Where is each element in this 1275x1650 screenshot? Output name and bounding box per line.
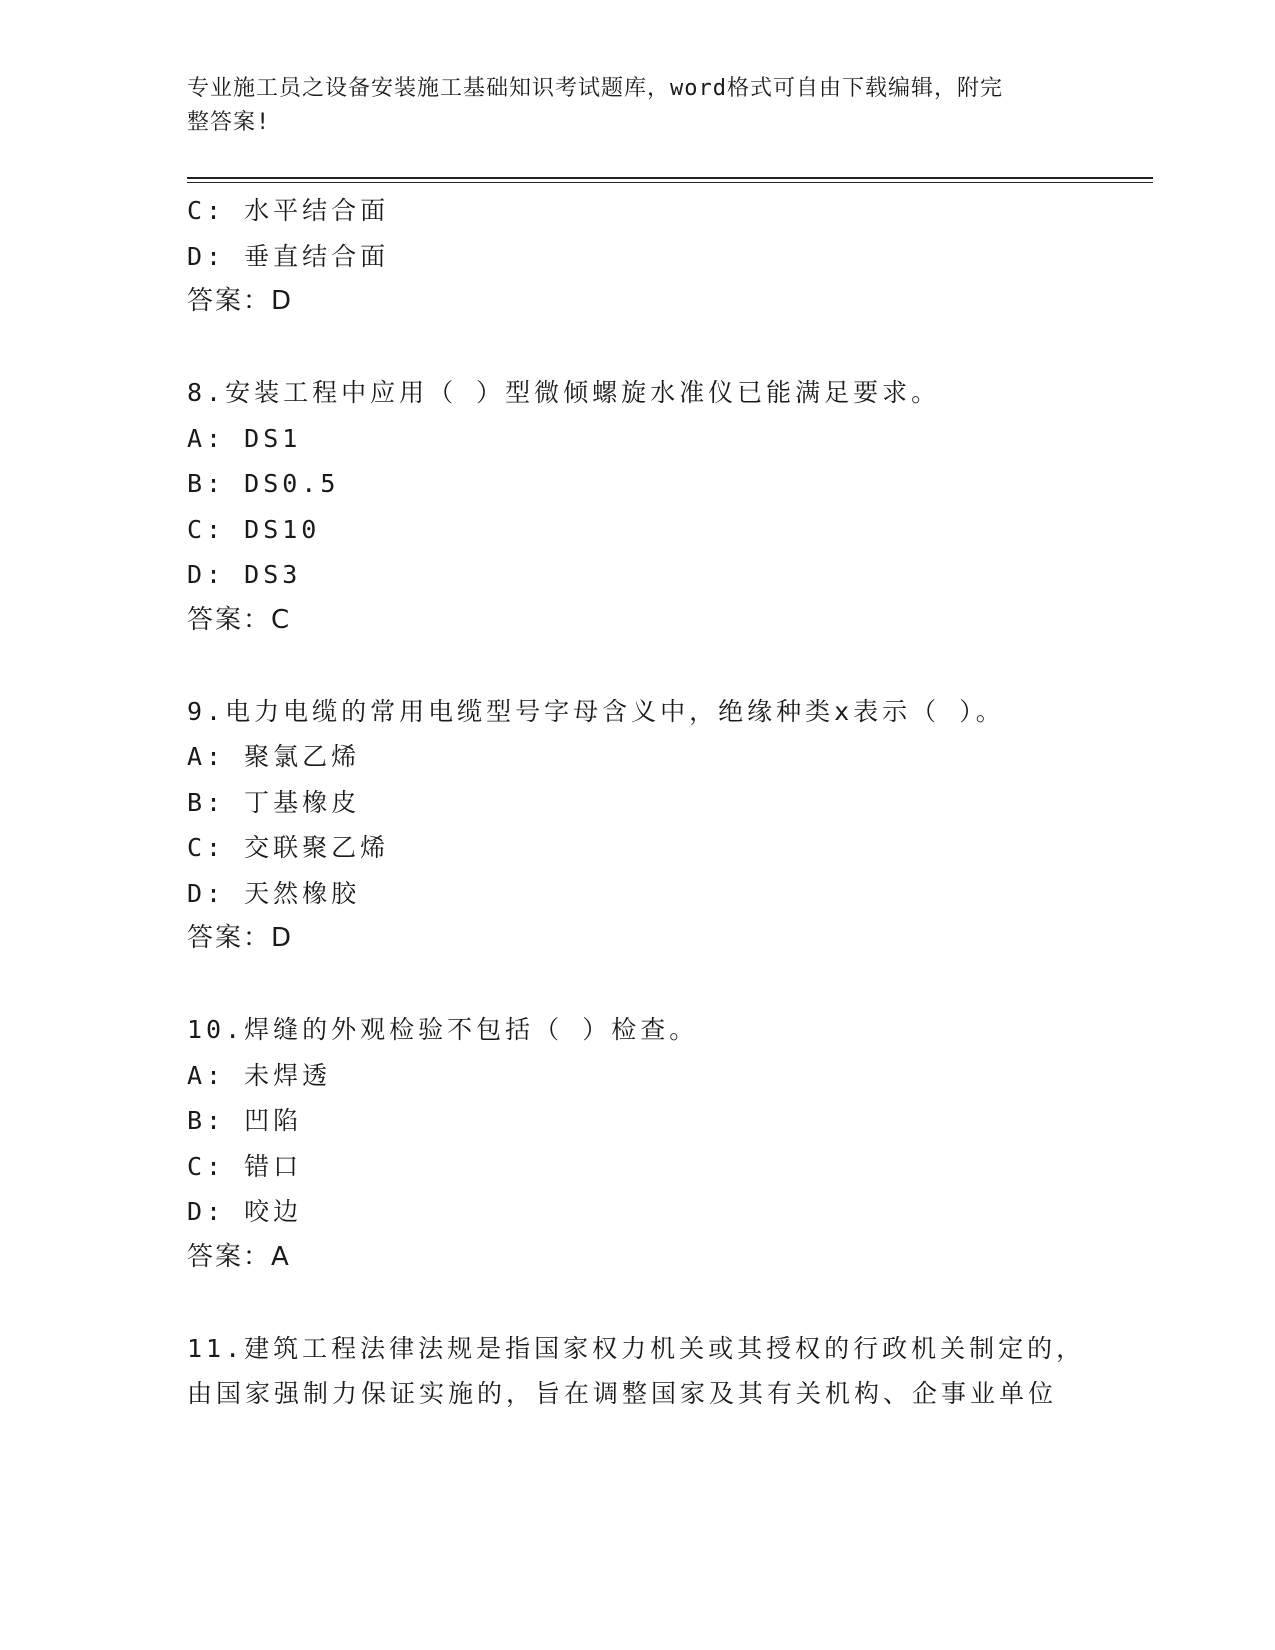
option-c: C: DS10 [187, 514, 321, 544]
header-line-2: 整答案! [187, 110, 271, 135]
option-c: C: 交联聚乙烯 [187, 833, 390, 862]
answer-line: 答案：C [187, 604, 292, 635]
option-d: D: 垂直结合面 [187, 241, 390, 271]
spacer [187, 1280, 1087, 1326]
question-content [187, 188, 1087, 1417]
question-8 [187, 370, 1087, 643]
option-b: B: 凹陷 [187, 1106, 303, 1135]
question-stem-line-1: 11.建筑工程法律法规是指国家权力机关或其授权的行政机关制定的， [187, 1333, 1086, 1363]
spacer [187, 325, 1087, 371]
question-stem-line-2: 由国家强制力保证实施的，旨在调整国家及其有关机构、企事业单位 [187, 1379, 1058, 1408]
option-c: C: 水平结合面 [187, 196, 390, 225]
option-c: C: 错口 [187, 1151, 303, 1181]
document-header [187, 72, 1067, 140]
option-a: A: DS1 [187, 423, 302, 453]
option-a: A: 未焊透 [187, 1060, 332, 1090]
header-line-1: 专业施工员之设备安装施工基础知识考试题库，word格式可自由下载编辑，附完 [187, 76, 1003, 101]
question-stem: 10.焊缝的外观检验不包括（ ）检查。 [187, 1015, 699, 1044]
spacer [187, 643, 1087, 689]
option-d: D: 天然橡胶 [187, 878, 361, 908]
spacer [187, 962, 1087, 1008]
question-11 [187, 1326, 1087, 1417]
question-stem: 9.电力电缆的常用电缆型号字母含义中，绝缘种类x表示（ ）。 [187, 696, 1005, 726]
header-divider [187, 177, 1153, 183]
option-a: A: 聚氯乙烯 [187, 742, 361, 771]
option-d: D: 咬边 [187, 1197, 303, 1226]
answer-line: 答案：D [187, 286, 294, 316]
option-b: B: DS0.5 [187, 469, 340, 498]
question-10 [187, 1007, 1087, 1280]
question-7-continued [187, 188, 1087, 325]
answer-line: 答案：D [187, 923, 294, 953]
question-9 [187, 689, 1087, 962]
answer-line: 答案：A [187, 1241, 291, 1272]
option-b: B: 丁基橡皮 [187, 787, 361, 817]
question-stem: 8.安装工程中应用（ ）型微倾螺旋水准仪已能满足要求。 [187, 378, 941, 407]
option-d: D: DS3 [187, 560, 302, 589]
